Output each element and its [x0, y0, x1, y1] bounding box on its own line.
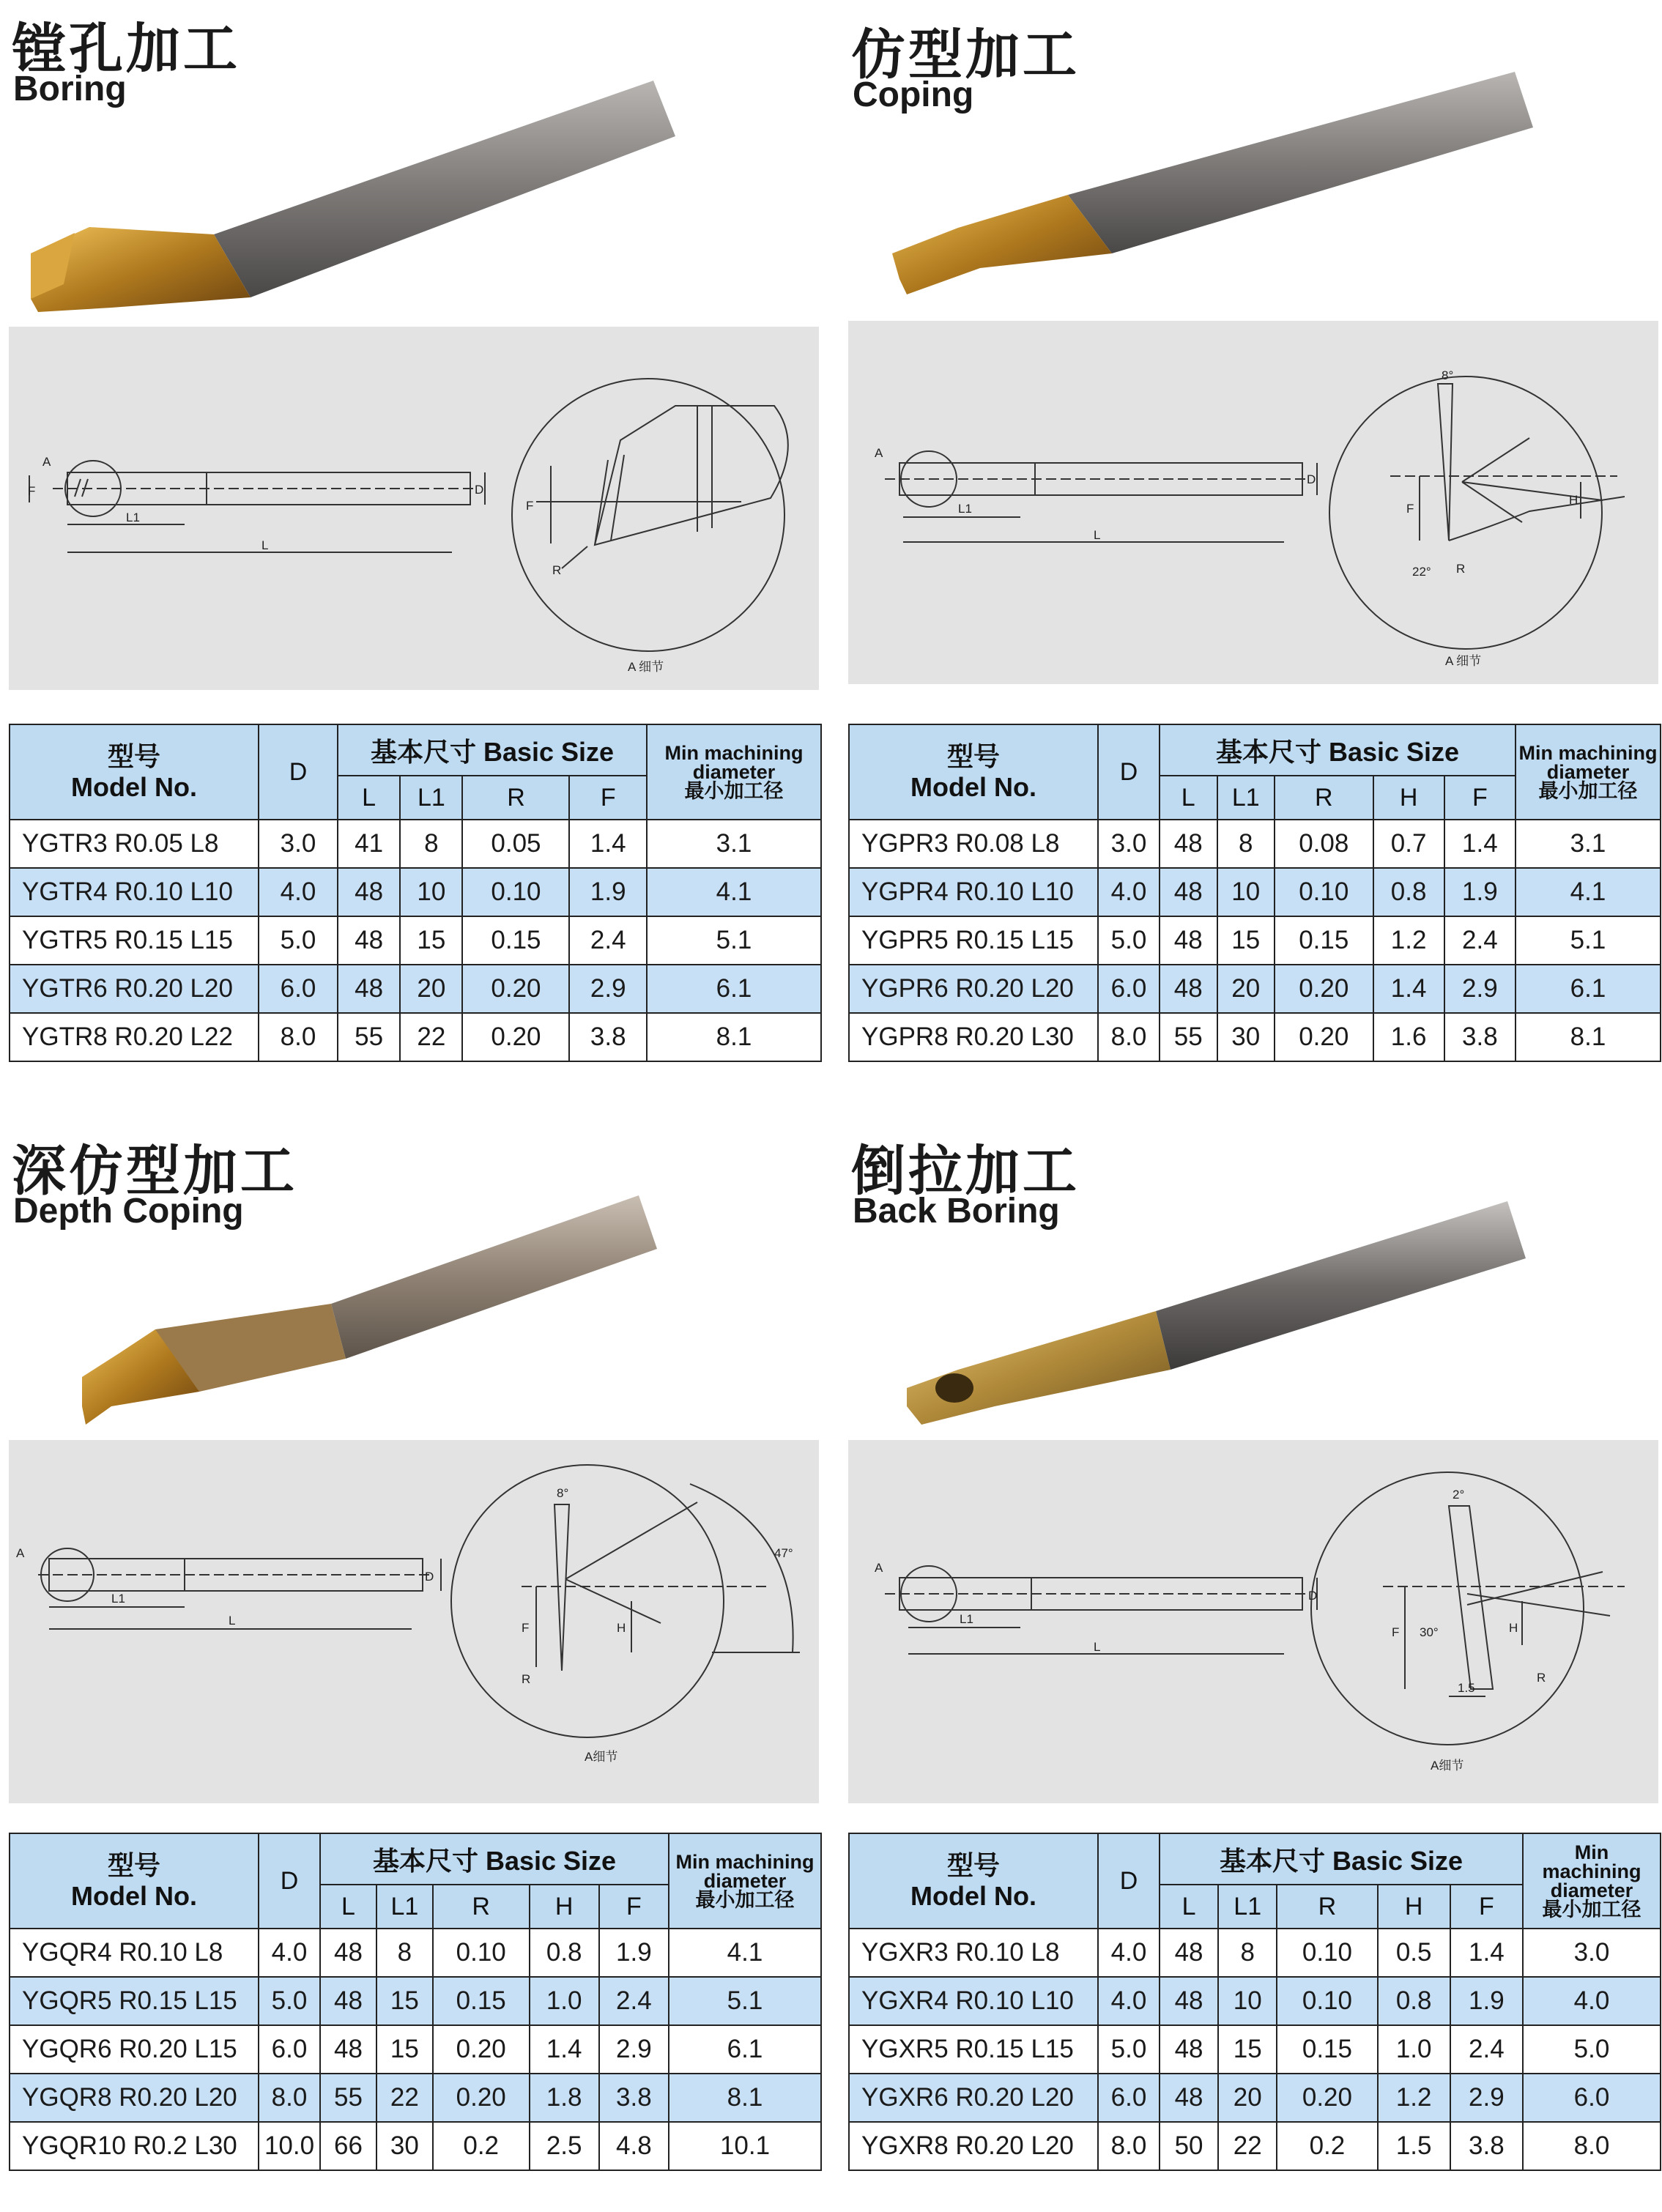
dim-l: L: [1094, 528, 1101, 542]
tool-photo: [848, 70, 1662, 334]
header-basic-size: 基本尺寸 Basic Size: [1160, 1833, 1523, 1885]
table-row: YGPR6 R0.20 L20 6.0 48 20 0.20 1.4 2.9 6.1: [849, 965, 1661, 1013]
dim-h: H: [1509, 1621, 1518, 1635]
header-model: 型号 Model No.: [10, 724, 259, 820]
header-min-diameter: Min machining diameter 最小加工径: [1523, 1833, 1661, 1929]
dim-d: D: [425, 1570, 434, 1584]
spec-table: [9, 724, 822, 1062]
table-row: YGXR4 R0.10 L10 4.0 48 10 0.10 0.8 1.9 4.0: [849, 1977, 1661, 2025]
detail-label: A细节: [585, 1750, 618, 1764]
section-title-cn: 倒拉加工: [851, 1140, 1080, 1203]
header-d: D: [1098, 724, 1160, 820]
technical-drawing: [848, 1440, 1658, 1803]
table-row: YGXR8 R0.20 L20 8.0 50 22 0.2 1.5 3.8 8.0: [849, 2122, 1661, 2170]
dim-angle-8: 8°: [1442, 368, 1454, 382]
header-d: D: [259, 1833, 320, 1929]
header-l1: L1: [400, 776, 462, 820]
dim-d: D: [1308, 1589, 1318, 1603]
dim-a: A: [875, 446, 883, 460]
table-row: YGXR3 R0.10 L8 4.0 48 8 0.10 0.5 1.4 3.0: [849, 1929, 1661, 1977]
dim-angle-30: 30°: [1420, 1625, 1439, 1639]
header-r: R: [462, 776, 569, 820]
header-l: L: [320, 1885, 376, 1929]
dim-r: R: [522, 1672, 531, 1686]
detail-label: A细节: [1431, 1759, 1464, 1773]
technical-drawing: [9, 1440, 819, 1803]
dim-l1: L1: [111, 1592, 125, 1606]
table-row: YGPR4 R0.10 L10 4.0 48 10 0.10 0.8 1.9 4.1: [849, 868, 1661, 916]
section-title-en: Back Boring: [853, 1192, 1060, 1231]
dim-r: R: [1537, 1671, 1546, 1685]
header-r: R: [1277, 1885, 1377, 1929]
table-row: YGQR8 R0.20 L20 8.0 55 22 0.20 1.8 3.8 8.1: [10, 2074, 821, 2122]
dim-r: R: [1456, 562, 1466, 576]
header-l: L: [1160, 1885, 1218, 1929]
header-f: F: [569, 776, 647, 820]
header-f: F: [599, 1885, 669, 1929]
dim-d: D: [1307, 472, 1316, 486]
section-boring: [9, 6, 829, 1090]
dim-angle-22: 22°: [1412, 565, 1431, 579]
table-row: YGTR6 R0.20 L20 6.0 48 20 0.20 2.9 6.1: [10, 965, 821, 1013]
table-row: YGTR3 R0.05 L8 3.0 41 8 0.05 1.4 3.1: [10, 820, 821, 868]
tool-photo: [848, 1187, 1662, 1450]
table-row: YGPR5 R0.15 L15 5.0 48 15 0.15 1.2 2.4 5.1: [849, 916, 1661, 965]
technical-drawing: [9, 327, 819, 690]
section-back-boring: [848, 1128, 1662, 2212]
header-min-diameter: Min machining diameter 最小加工径: [669, 1833, 821, 1929]
header-h: H: [1378, 1885, 1450, 1929]
header-r: R: [1275, 776, 1373, 820]
dim-angle-2: 2°: [1453, 1488, 1465, 1502]
table-row: YGPR3 R0.08 L8 3.0 48 8 0.08 0.7 1.4 3.1: [849, 820, 1661, 868]
header-h: H: [1373, 776, 1444, 820]
table-row: YGXR6 R0.20 L20 6.0 48 20 0.20 1.2 2.9 6.0: [849, 2074, 1661, 2122]
section-coping: [848, 12, 1662, 1096]
header-basic-size: 基本尺寸 Basic Size: [1160, 724, 1516, 776]
header-l1: L1: [1217, 776, 1275, 820]
header-model: 型号 Model No.: [849, 1833, 1098, 1929]
technical-drawing: [848, 321, 1658, 684]
section-title-en: Coping: [853, 75, 974, 114]
header-d: D: [1098, 1833, 1160, 1929]
table-row: YGTR5 R0.15 L15 5.0 48 15 0.15 2.4 5.1: [10, 916, 821, 965]
header-r: R: [433, 1885, 530, 1929]
dim-d: D: [475, 483, 484, 497]
dim-h: H: [1569, 493, 1578, 507]
dim-1-5: 1.5: [1458, 1681, 1475, 1695]
dim-l1: L1: [126, 511, 140, 524]
header-model: 型号 Model No.: [849, 724, 1098, 820]
dim-angle-47: 47°: [774, 1546, 793, 1560]
dim-l1: L1: [960, 1612, 973, 1626]
dim-f: F: [522, 1621, 530, 1635]
detail-label: A 细节: [628, 660, 664, 674]
dim-f-detail: F: [526, 499, 534, 513]
section-title-en: Boring: [13, 70, 127, 108]
section-title-cn: 仿型加工: [851, 23, 1080, 86]
section-title-en: Depth Coping: [13, 1192, 244, 1231]
header-l: L: [1160, 776, 1217, 820]
table-row: YGTR4 R0.10 L10 4.0 48 10 0.10 1.9 4.1: [10, 868, 821, 916]
header-min-diameter: Min machining diameter 最小加工径: [1516, 724, 1661, 820]
dim-l: L: [261, 538, 269, 552]
header-model: 型号 Model No.: [10, 1833, 259, 1929]
section-title-cn: 深仿型加工: [12, 1140, 297, 1203]
section-depth-coping: [9, 1128, 829, 2212]
dim-f: F: [28, 484, 36, 498]
header-f: F: [1444, 776, 1516, 820]
header-l1: L1: [1218, 1885, 1277, 1929]
table-row: YGQR10 R0.2 L30 10.0 66 30 0.2 2.5 4.8 10.1: [10, 2122, 821, 2170]
spec-table: [848, 724, 1661, 1062]
table-row: YGQR5 R0.15 L15 5.0 48 15 0.15 1.0 2.4 5.1: [10, 1977, 821, 2025]
header-h: H: [530, 1885, 599, 1929]
dim-l: L: [1094, 1640, 1101, 1654]
dim-l: L: [229, 1614, 236, 1628]
table-row: YGQR4 R0.10 L8 4.0 48 8 0.10 0.8 1.9 4.1: [10, 1929, 821, 1977]
dim-angle-8: 8°: [557, 1486, 569, 1500]
dim-a: A: [42, 455, 51, 469]
dim-h: H: [617, 1621, 626, 1635]
header-l: L: [338, 776, 400, 820]
dim-l1: L1: [958, 502, 972, 516]
dim-a: A: [875, 1561, 883, 1575]
header-basic-size: 基本尺寸 Basic Size: [338, 724, 647, 776]
dim-f: F: [1406, 502, 1414, 516]
spec-table: [848, 1833, 1661, 2171]
spec-table: [9, 1833, 822, 2171]
header-f: F: [1450, 1885, 1523, 1929]
header-d: D: [259, 724, 338, 820]
dim-a: A: [16, 1546, 25, 1560]
tool-photo: [9, 1187, 829, 1450]
tool-photo: [9, 64, 829, 328]
detail-label: A 细节: [1445, 654, 1482, 668]
table-row: YGPR8 R0.20 L30 8.0 55 30 0.20 1.6 3.8 8.1: [849, 1013, 1661, 1061]
table-row: YGXR5 R0.15 L15 5.0 48 15 0.15 1.0 2.4 5.0: [849, 2025, 1661, 2074]
table-row: YGTR8 R0.20 L22 8.0 55 22 0.20 3.8 8.1: [10, 1013, 821, 1061]
dim-f: F: [1392, 1625, 1400, 1639]
table-row: YGQR6 R0.20 L15 6.0 48 15 0.20 1.4 2.9 6.1: [10, 2025, 821, 2074]
section-title-cn: 镗孔加工: [12, 18, 240, 81]
header-basic-size: 基本尺寸 Basic Size: [320, 1833, 669, 1885]
header-l1: L1: [376, 1885, 433, 1929]
dim-r: R: [552, 563, 562, 577]
header-min-diameter: Min machining diameter 最小加工径: [647, 724, 821, 820]
